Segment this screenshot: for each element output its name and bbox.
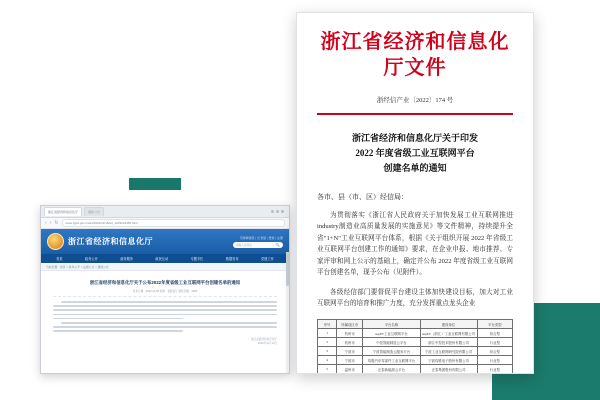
document-subject-line-1: 浙江省经济和信息化厅关于印发 — [351, 132, 478, 143]
document-header-title: 浙江省经济和信息化厅文件 — [320, 31, 510, 79]
document-subject-line-3: 创建名单的通知 — [383, 162, 447, 173]
browser-tab-strip — [41, 206, 289, 218]
text-line — [53, 305, 277, 307]
document-subject-line-2: 2022 年度省级工业互联网平台 — [355, 147, 475, 158]
red-divider-line — [317, 113, 513, 115]
table-cell: 5 — [318, 365, 337, 374]
text-line — [53, 318, 183, 320]
browser-tab-active[interactable]: 浙江省经济和信息化厅 — [44, 207, 82, 216]
breadcrumb[interactable]: 当前位置：首页 > 政务公开 > 法规公文 > 通知公告 — [41, 263, 289, 271]
table-cell: 浙江中控技术股份有限公司 — [420, 338, 477, 347]
arrow-right-icon[interactable]: › — [49, 219, 52, 226]
site-utility-links[interactable]: 无障碍浏览 | 长者版 | 登录 | 注册 — [239, 235, 283, 240]
national-emblem-icon — [47, 233, 64, 250]
document-number: 浙经信产业〔2022〕174 号 — [376, 97, 454, 104]
site-header — [41, 229, 289, 254]
table-cell: 2 — [318, 338, 337, 347]
text-line — [61, 322, 277, 324]
table-cell: 3 — [318, 347, 337, 356]
table-cell: 4 — [318, 356, 337, 365]
search-placeholder: 请输入关键词 — [236, 243, 252, 247]
signature-date: 2022年11月10日 — [257, 341, 277, 345]
table-cell: supET（浙江）工业互联网有限公司 — [420, 329, 477, 338]
table-header-cell: 序号 — [318, 320, 337, 329]
table-header-cell: 所属设区市 — [337, 320, 363, 329]
decorative-teal-bar — [129, 178, 181, 190]
table-row — [318, 338, 513, 347]
window-controls[interactable] — [271, 210, 286, 213]
arrow-left-icon[interactable]: ‹ — [45, 219, 47, 226]
document-salutation: 各市、县（市、区）经信局： — [317, 192, 408, 201]
text-line — [53, 330, 183, 332]
table-cell: 行业型 — [477, 365, 512, 374]
minimize-icon[interactable] — [271, 210, 274, 213]
signature-org: 浙江省经济和信息化厅 — [251, 337, 277, 341]
document-subject — [317, 131, 513, 176]
table-header-cell: 平台名称 — [363, 320, 420, 329]
nav-item-1[interactable]: 政务公开 — [85, 257, 98, 261]
table-header-cell: 建设单位 — [420, 320, 477, 329]
document-content — [297, 13, 533, 373]
browser-url-bar — [41, 218, 289, 229]
table-cell: 杭州市 — [337, 338, 363, 347]
search-input[interactable] — [233, 242, 283, 248]
table-row — [318, 356, 513, 365]
table-row — [318, 329, 513, 338]
table-cell: 宁波工业互联网研究院有限公司 — [420, 347, 477, 356]
address-input[interactable]: www.zjjxw.gov.cn/art/2022/11/18/art_1229123456.html — [62, 219, 285, 227]
table-cell: 宁波智能制造云服务平台 — [363, 347, 420, 356]
site-nav — [41, 254, 289, 263]
table-cell: 正泰集团股份有限公司 — [420, 365, 477, 374]
table-cell: 杭州市 — [337, 329, 363, 338]
table-cell: 行业型 — [477, 356, 512, 365]
article-paragraphs — [53, 301, 277, 332]
close-icon[interactable] — [281, 210, 284, 213]
table-cell: 宁波市 — [337, 347, 363, 356]
maximize-icon[interactable] — [276, 210, 279, 213]
article-signature — [53, 338, 277, 346]
table-row — [318, 347, 513, 356]
table-cell: 综合型 — [477, 347, 512, 356]
nav-item-0[interactable]: 首页 — [56, 257, 63, 261]
table-cell: 行业型 — [477, 338, 512, 347]
text-line — [53, 309, 277, 311]
text-line — [53, 314, 277, 316]
browser-tab-second[interactable]: 通知公告 — [84, 207, 104, 216]
nav-item-6[interactable]: 党建工作 — [260, 257, 274, 261]
article-meta: 发布日期：2022-11-18 来源：省经信厅 浏览次数：1286 — [53, 289, 277, 297]
vertical-scrollbar[interactable] — [286, 252, 289, 373]
table-cell: supET工业互联网平台 — [363, 329, 420, 338]
nav-item-5[interactable]: 数据发布 — [225, 257, 239, 261]
table-cell: 正泰新能源云平台 — [363, 365, 420, 374]
document-paragraph-2: 各级经信部门要督促平台建设主体加快建设目标，加大对工业互联网平台的培育和推广力度，充分发挥重点龙头企业 — [317, 288, 513, 307]
appendix-table — [317, 319, 513, 374]
table-cell: 宁波市 — [337, 356, 363, 365]
table-cell: 温州市 — [337, 365, 363, 374]
official-document-page — [296, 12, 534, 374]
scrollbar-thumb[interactable] — [286, 252, 289, 286]
table-header-row — [318, 320, 513, 329]
site-title: 浙江省经济和信息化厅 — [68, 237, 153, 246]
nav-item-4[interactable]: 专题专栏 — [190, 257, 204, 261]
article-body — [41, 271, 289, 374]
document-paragraph-1: 为贯彻落实《浙江省人民政府关于加快发展工业互联网推进industry制造业高质量发展的实施意见》等文件精神，持续提升全省"1+N"工业互联网平台体系，根据《关于组织开展 2022 年省级工业互联网平台创建工作的通知》要求，在企业申报、地市推荐、专家评审和网上公示的基础上，确定并公布 2022 年度省级工业互联网平台创建名单，现予公布（见附件）。 — [317, 211, 513, 276]
site-header-right — [233, 236, 283, 248]
table-row — [318, 365, 513, 374]
table-cell: 均胜汽车零部件工业互联网平台 — [363, 356, 420, 365]
nav-item-3[interactable]: 政民互动 — [155, 257, 169, 261]
table-cell: 综合型 — [477, 329, 512, 338]
text-line — [61, 301, 277, 303]
table-cell: 1 — [318, 329, 337, 338]
text-line — [53, 326, 277, 328]
search-icon[interactable]: 🔍 — [275, 242, 280, 247]
table-cell: 宁波均胜电子股份有限公司 — [420, 356, 477, 365]
table-cell: 中控智能制造云平台 — [363, 338, 420, 347]
table-header-cell: 平台类型 — [477, 320, 512, 329]
nav-item-2[interactable]: 政务服务 — [120, 257, 133, 261]
article-heading: 浙江省经济和信息化厅关于公布2022年度省级工业互联网平台创建名单的通知 — [89, 280, 241, 285]
reload-icon[interactable]: ↻ — [54, 219, 59, 226]
browser-window — [40, 205, 290, 374]
